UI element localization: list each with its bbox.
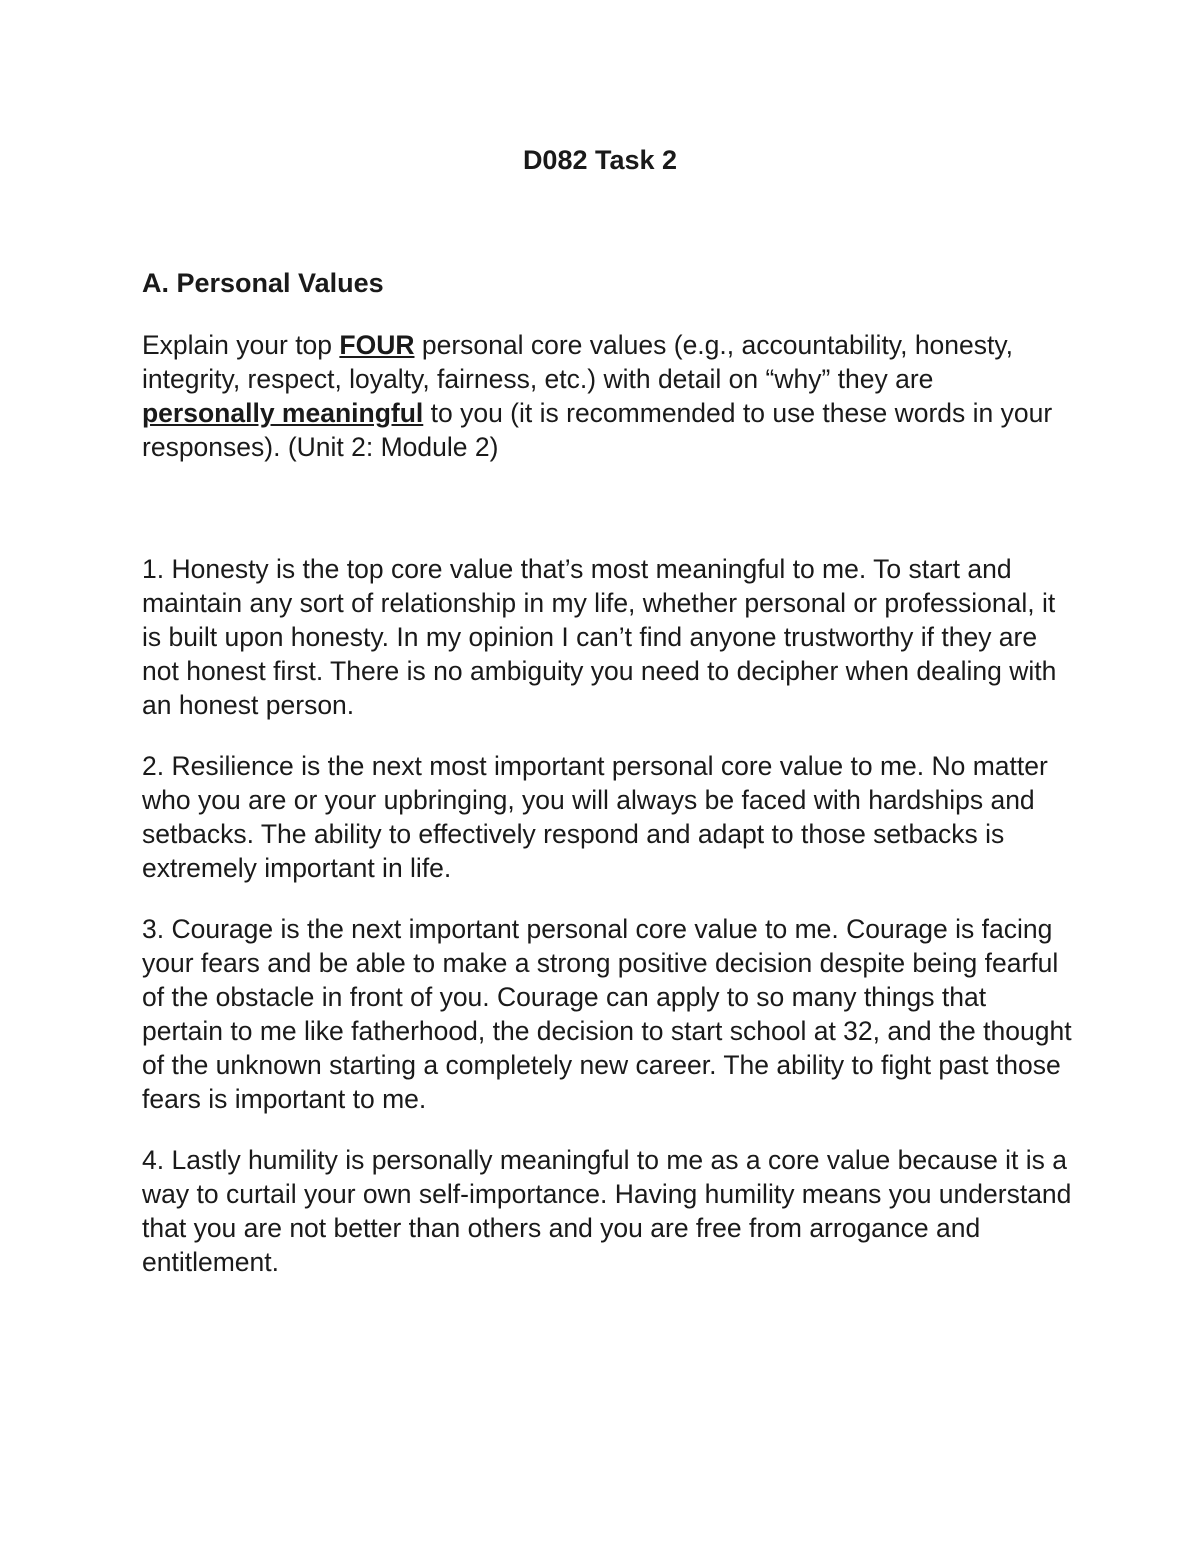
answers-list: [142, 552, 1072, 1279]
prompt-emphasis-meaningful: personally meaningful: [142, 398, 424, 428]
prompt-text-part1: Explain your top: [142, 330, 340, 360]
answer-resilience: 2. Resilience is the next most important personal core value to me. No matter who you are or your upbringing, you will always be faced with hardships and setbacks. The ability to effectively respond and adapt to those setbacks is extremely important in life.: [142, 751, 1048, 883]
answer-honesty: 1. Honesty is the top core value that’s most meaningful to me. To start and maintain any sort of relationship in my life, whether personal or professional, it is built upon honesty. In my opinion I can’t find anyone trustworthy if they are not honest first. There is no ambiguity you need to decipher when dealing with an honest person.: [142, 554, 1057, 720]
answer-courage: 3. Courage is the next important personal core value to me. Courage is facing your fears and be able to make a strong positive decision despite being fearful of the obstacle in front of you. Courage can apply to so many things that pertain to me like fatherhood, the decision to start school at 32, and the thought of the unknown starting a completely new career. The ability to fight past those fears is important to me.: [142, 914, 1072, 1114]
section-heading: A. Personal Values: [142, 268, 384, 298]
prompt-paragraph: [142, 328, 1072, 464]
prompt-text-part2: personal core values (e.g., accountability, honesty, integrity, respect, loyalty, fairness, etc.) with detail on “why” they are: [142, 330, 1014, 394]
document-title: D082 Task 2: [522, 145, 678, 175]
prompt-emphasis-four: FOUR: [339, 330, 415, 360]
document-body: [142, 266, 1072, 1306]
prompt-text-part3: to you (it is recommended to use these words in your responses). (Unit 2: Module 2): [142, 398, 1053, 462]
answer-humility: 4. Lastly humility is personally meaningful to me as a core value because it is a way to curtail your own self-importance. Having humility means you understand that you are not better than others and you are free from arrogance and entitlement.: [142, 1145, 1072, 1277]
